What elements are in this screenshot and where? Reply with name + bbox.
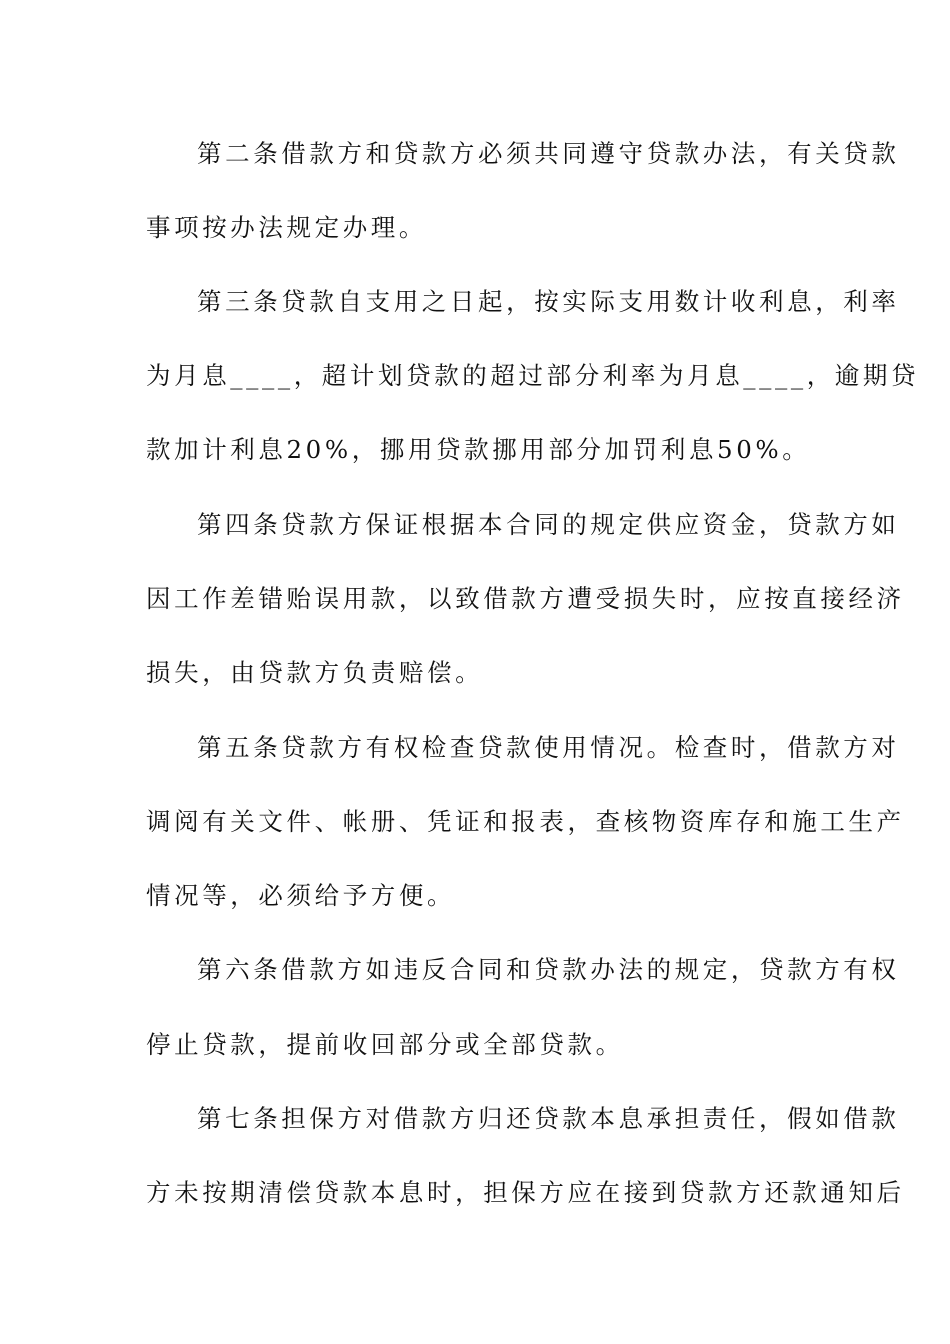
text-line: 情况等，必须给予方便。: [146, 881, 456, 910]
text-line: 款加计利息20%，挪用贷款挪用部分加罚利息50%。: [146, 435, 811, 464]
text-line: 第二条借款方和贷款方必须共同遵守贷款办法，有关贷款: [197, 139, 900, 168]
text-line: 因工作差错贻误用款，以致借款方遭受损失时，应按直接经济: [146, 584, 905, 613]
text-line: 第三条贷款自支用之日起，按实际支用数计收利息，利率: [197, 287, 900, 316]
text-line: 为月息____，超计划贷款的超过部分利率为月息____，逾期贷: [146, 361, 920, 390]
text-line: 第四条贷款方保证根据本合同的规定供应资金，贷款方如: [197, 510, 900, 539]
text-line: 停止贷款，提前收回部分或全部贷款。: [146, 1030, 624, 1059]
text-line: 损失，由贷款方负责赔偿。: [146, 658, 484, 687]
text-line: 第五条贷款方有权检查贷款使用情况。检查时，借款方对: [197, 733, 900, 762]
text-line: 方未按期清偿贷款本息时，担保方应在接到贷款方还款通知后: [146, 1178, 905, 1207]
text-line: 第七条担保方对借款方归还贷款本息承担责任，假如借款: [197, 1104, 900, 1133]
text-line: 第六条借款方如违反合同和贷款办法的规定，贷款方有权: [197, 955, 900, 984]
text-line: 事项按办法规定办理。: [146, 213, 427, 242]
text-line: 调阅有关文件、帐册、凭证和报表，查核物资库存和施工生产: [146, 807, 905, 836]
